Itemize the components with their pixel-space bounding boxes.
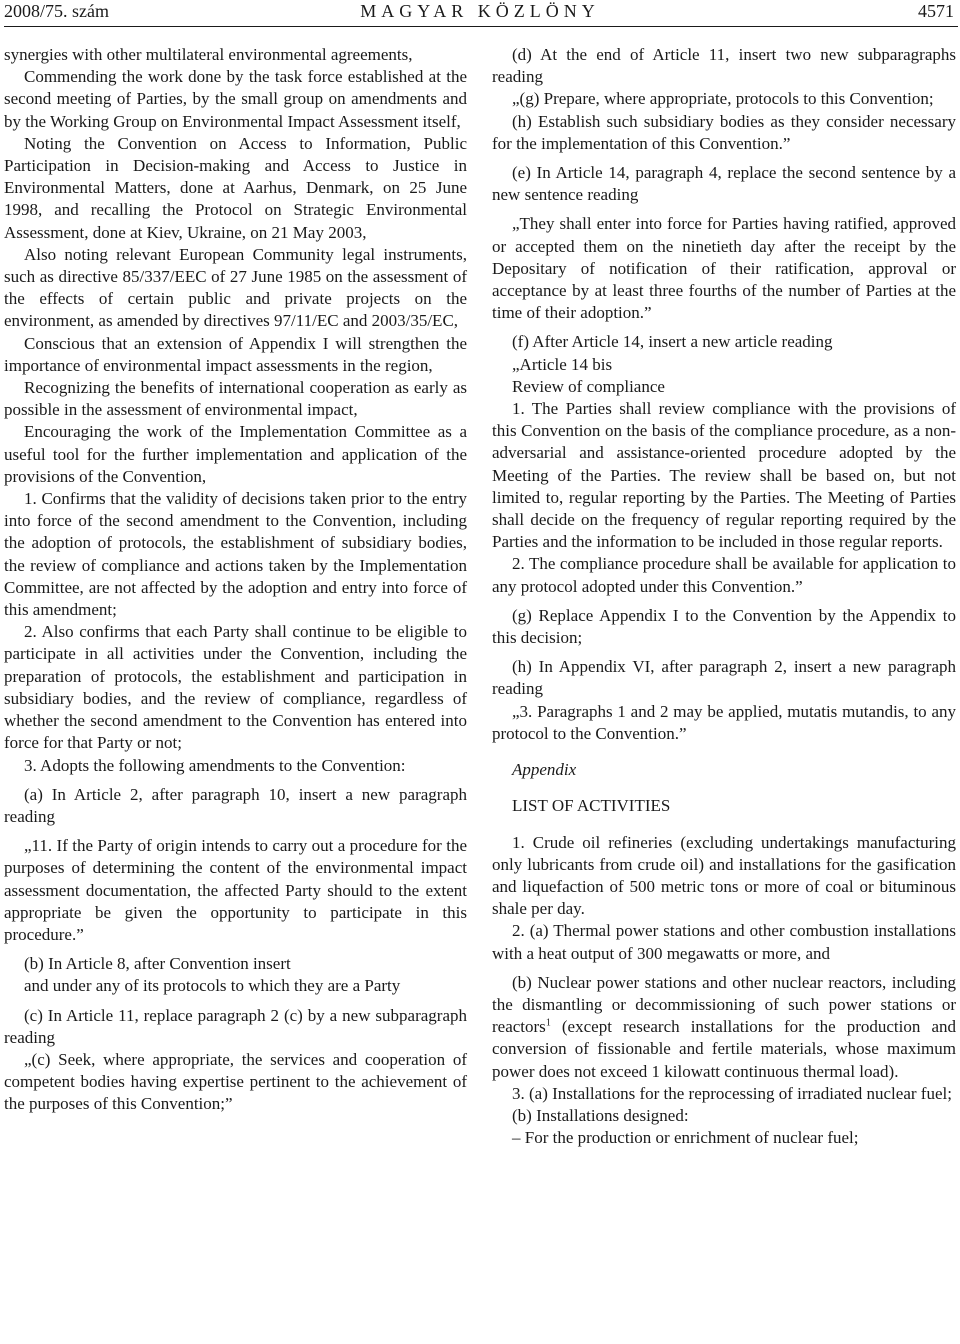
article-subtitle: Review of compliance	[512, 376, 665, 396]
paragraph: 1. Confirms that the validity of decisions taken prior to the entry into force of the second amendment to the Convention, including the adoption of protocols, the establishment of subsidiary bodies, the review of compliance and actions taken by the Implementation Committee, are not affected by the adoption and entry into force of this amendment;	[4, 489, 467, 620]
activity-item: 1. Crude oil refineries (excluding undertakings manufacturing only lubricants from crude oil) and installations for the gasification and liquefaction of 500 metric tons or more of coal or bituminous shale per day.	[492, 832, 956, 919]
paragraph: 2. The compliance procedure shall be available for application to any protocol adopted under this Convention.”	[492, 554, 956, 596]
journal-title: MAGYAR KÖZLÖNY	[360, 1, 600, 21]
appendix-heading: Appendix	[512, 760, 577, 780]
paragraph: synergies with other multilateral environmental agreements,	[4, 45, 413, 64]
activity-item: (b) Installations designed:	[512, 1105, 689, 1125]
paragraph: Recognizing the benefits of international cooperation as early as possible in the assessment of environmental impact,	[4, 378, 467, 420]
article-title: „Article 14 bis	[512, 354, 613, 374]
paragraph: Encouraging the work of the Implementation Committee as a useful tool for the further implementation and application of the provisions of the Convention,	[4, 422, 467, 486]
quoted-paragraph: „They shall enter into force for Parties having ratified, approved or accepted them on the ninetieth day after the receipt by the Depositary of notification of their ratification, approval or acceptance by at least three fourths of the number of Parties at the time of their adoption.”	[492, 214, 956, 323]
page-header	[0, 0, 960, 24]
quoted-paragraph: „(c) Seek, where appropriate, the services and cooperation of competent bodies having expertise pertinent to the achievement of the purposes of this Convention;”	[4, 1049, 467, 1114]
paragraph: (f) After Article 14, insert a new article reading	[512, 332, 833, 352]
paragraph: (c) In Article 11, replace paragraph 2 (c) by a new subparagraph reading	[4, 1005, 467, 1047]
issue-number: 2008/75. szám	[4, 1, 109, 21]
paragraph: 1. The Parties shall review compliance with the provisions of this Convention on the basis of the compliance procedure, as a non-adversarial and assistance-oriented procedure adopted by the Meeting of the Parties. The review shall be based on, but not limited to, regular reporting by the Parties. The Meeting of Parties shall decide on the frequency of regular reporting required by the Parties and the information to be included in those regular reports.	[492, 399, 956, 552]
header-rule	[4, 26, 958, 27]
paragraph: (d) At the end of Article 11, insert two new subparagraphs reading	[492, 45, 956, 87]
activity-item: 3. (a) Installations for the reprocessing of irradiated nuclear fuel;	[512, 1083, 952, 1103]
paragraph: (a) In Article 2, after paragraph 10, insert a new paragraph reading	[4, 784, 467, 826]
paragraph: 2. Also confirms that each Party shall continue to be eligible to participate in all activities under the Convention, including the preparation of protocols, the establishment and participation in subsidiary bodies, and the review of compliance, regardless of whether the second amendment to the Convention has entered into force for that Party or not;	[4, 622, 467, 753]
activity-subitem: – For the production or enrichment of nuclear fuel;	[512, 1128, 859, 1148]
paragraph: (e) In Article 14, paragraph 4, replace the second sentence by a new sentence reading	[492, 163, 956, 205]
paragraph: Also noting relevant European Community legal instruments, such as directive 85/337/EEC of 27 June 1985 on the assessment of the effects of certain public and private projects on the environment, as amended by directives 97/11/EC and 2003/35/EC,	[4, 244, 467, 331]
paragraph: Commending the work done by the task force established at the second meeting of Parties, by the small group on amendments and by the Working Group on Environmental Impact Assessment itself,	[4, 67, 467, 131]
quoted-paragraph: „(g) Prepare, where appropriate, protocols to this Convention;	[512, 89, 934, 109]
quoted-paragraph: „3. Paragraphs 1 and 2 may be applied, mutatis mutandis, to any protocol to the Convention.”	[492, 701, 956, 743]
activity-text-continued: (except research installations for the production and conversion of fissionable and fertile materials, whose maximum power does not exceed 1 kilowatt continuous thermal load).	[492, 1017, 956, 1081]
footnote-marker: 1	[545, 1017, 551, 1029]
paragraph: 3. Adopts the following amendments to the Convention:	[24, 755, 406, 775]
activity-item: 2. (a) Thermal power stations and other combustion installations with a heat output of 300 megawatts or more, and	[492, 921, 956, 963]
list-title: LIST OF ACTIVITIES	[512, 796, 671, 816]
activity-item	[492, 972, 956, 1083]
activity-text: (b) Nuclear power stations and other nuclear reactors, including the dismantling or decommissioning of such power stations or reactors	[492, 972, 956, 1037]
paragraph: (b) In Article 8, after Convention insert	[24, 954, 291, 974]
paragraph: (h) In Appendix VI, after paragraph 2, insert a new paragraph reading	[492, 657, 956, 699]
paragraph: (g) Replace Appendix I to the Convention by the Appendix to this decision;	[492, 605, 956, 648]
paragraph: Conscious that an extension of Appendix I will strengthen the importance of environmental impact assessments in the region,	[4, 333, 467, 375]
paragraph: Noting the Convention on Access to Information, Public Participation in Decision-making and Access to Justice in Environmental Matters, done at Aarhus, Denmark, on 25 June 1998, and recalling the Protocol on Strategic Environmental Assessment, done at Kiev, Ukraine, on 21 May 2003,	[4, 133, 467, 242]
left-column	[4, 44, 467, 1116]
right-column	[492, 44, 956, 1149]
quoted-paragraph: „11. If the Party of origin intends to carry out a procedure for the purposes of determining the content of the environmental impact assessment documentation, the affected Party should to the extent appropriate be given the opportunity to participate in this procedure.”	[4, 836, 467, 944]
page-number: 4571	[918, 1, 954, 21]
paragraph: (h) Establish such subsidiary bodies as they consider necessary for the implementation of this Convention.”	[492, 111, 956, 153]
paragraph: and under any of its protocols to which they are a Party	[24, 976, 401, 996]
